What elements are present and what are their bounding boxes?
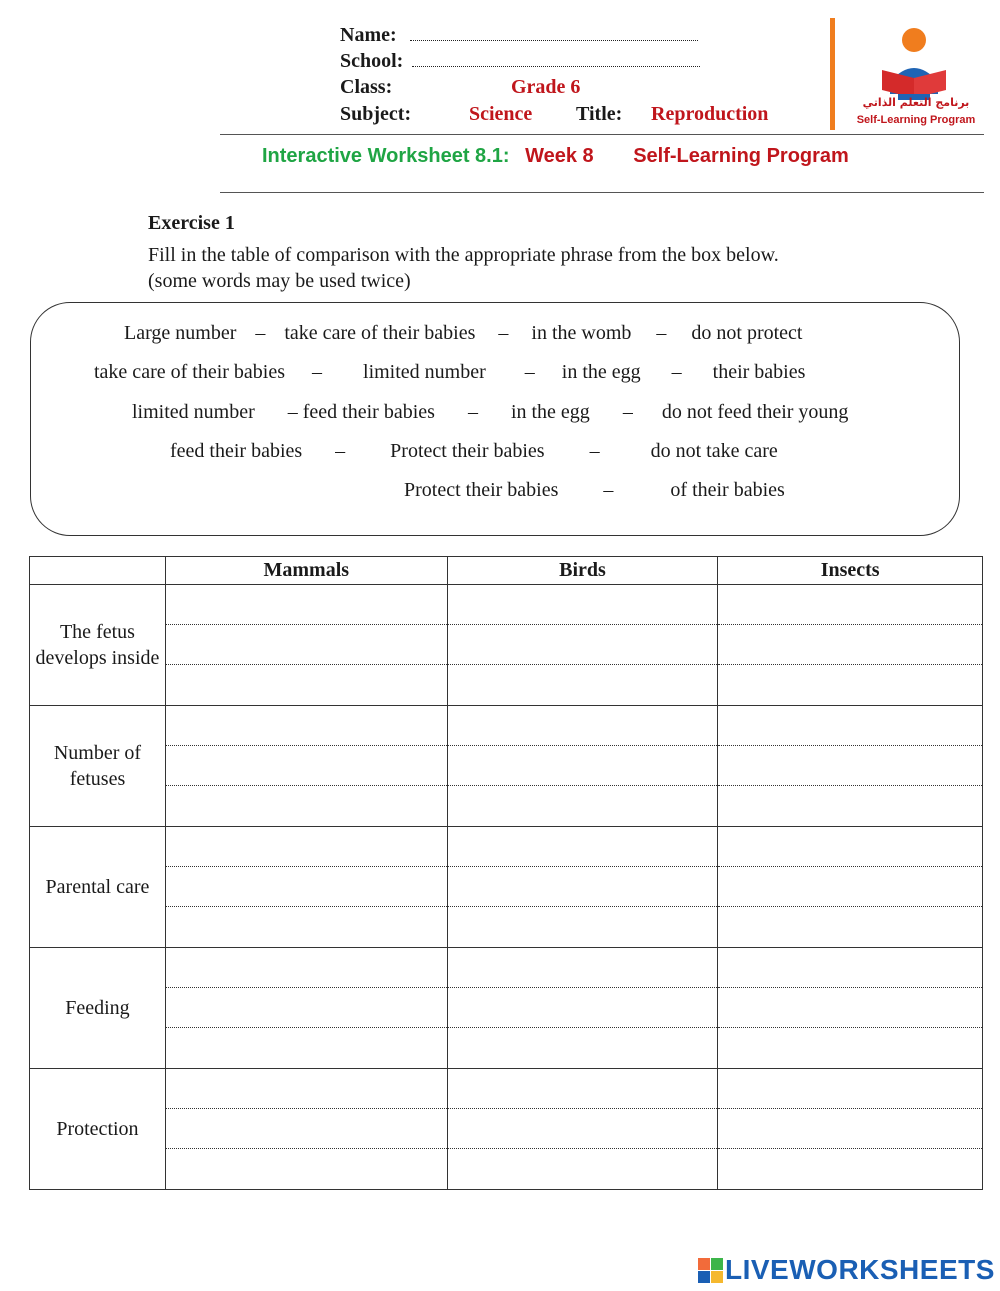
comparison-table [29, 556, 983, 1190]
word-bank-line-5: Protect their babies – of their babies [404, 479, 785, 501]
answer-slot[interactable] [166, 665, 447, 705]
answer-slot[interactable] [448, 706, 718, 746]
title-value: Reproduction [651, 103, 769, 125]
word-chip[interactable]: limited number [363, 361, 486, 383]
answer-slot[interactable] [718, 907, 982, 947]
exercise-instructions: Fill in the table of comparison with the appropriate phrase from the box below. (some words may be used twice) [148, 244, 779, 292]
answer-cell [447, 706, 718, 827]
row-label-parental-care: Parental care [30, 827, 166, 948]
header-divider [830, 18, 835, 130]
worksheet-subtitle [262, 145, 849, 168]
class-label: Class: [340, 76, 393, 98]
word-chip[interactable]: in the egg [510, 401, 590, 423]
week-label: Week 8 [525, 145, 594, 167]
answer-cell [447, 948, 718, 1069]
word-chip[interactable]: Large number [124, 322, 237, 344]
answer-slot[interactable] [448, 948, 718, 988]
answer-cell [718, 948, 983, 1069]
word-chip[interactable]: Protect their babies [404, 479, 559, 501]
answer-slot[interactable] [166, 827, 447, 867]
answer-slot[interactable] [718, 625, 982, 665]
table-row [30, 706, 983, 827]
answer-slot[interactable] [718, 706, 982, 746]
logo-arabic-text: برنامج التعلم الذاتي [862, 96, 970, 109]
answer-cell [718, 827, 983, 948]
liveworksheets-logo-icon [698, 1258, 722, 1282]
answer-slot[interactable] [166, 1028, 447, 1068]
answer-slot[interactable] [718, 827, 982, 867]
answer-slot[interactable] [166, 1109, 447, 1149]
answer-slot[interactable] [448, 585, 718, 625]
word-bank-line-4: feed their babies – Protect their babies – do not take care [170, 440, 778, 462]
answer-slot[interactable] [448, 988, 718, 1028]
word-chip[interactable]: do not feed their young [661, 401, 849, 423]
answer-slot[interactable] [718, 1028, 982, 1068]
answer-slot[interactable] [718, 988, 982, 1028]
bottom-rule [220, 192, 984, 193]
answer-cell [165, 1069, 447, 1190]
subject-value: Science [469, 103, 533, 125]
word-chip[interactable]: Protect their babies [390, 440, 545, 462]
table-row [30, 1069, 983, 1190]
column-header-birds: Birds [447, 557, 718, 585]
answer-slot[interactable] [718, 1109, 982, 1149]
school-field[interactable] [412, 53, 700, 67]
answer-slot[interactable] [448, 1028, 718, 1068]
answer-slot[interactable] [166, 988, 447, 1028]
answer-slot[interactable] [448, 746, 718, 786]
logo-square [698, 1258, 710, 1270]
answer-slot[interactable] [166, 1069, 447, 1109]
row-label-number-of-fetuses: Number of fetuses [30, 706, 166, 827]
word-chip[interactable]: limited number [132, 401, 255, 423]
answer-slot[interactable] [718, 867, 982, 907]
worksheet-number: Interactive Worksheet 8.1: [262, 145, 510, 167]
row-label-protection: Protection [30, 1069, 166, 1190]
answer-slot[interactable] [718, 786, 982, 826]
class-value: Grade 6 [511, 76, 581, 98]
liveworksheets-brand[interactable] [698, 1256, 995, 1284]
word-bank-line-3: limited number – feed their babies – in the egg – do not feed their young [132, 401, 849, 423]
answer-slot[interactable] [448, 625, 718, 665]
subject-label: Subject: [340, 103, 412, 125]
answer-cell [165, 827, 447, 948]
exercise-title: Exercise 1 [148, 212, 235, 234]
answer-cell [165, 706, 447, 827]
answer-slot[interactable] [448, 1069, 718, 1109]
answer-slot[interactable] [718, 948, 982, 988]
school-row [340, 48, 700, 74]
name-label: Name: [340, 24, 397, 46]
row-label-feeding: Feeding [30, 948, 166, 1069]
logo-english-text: Self-Learning Program [856, 114, 976, 126]
logo-square [711, 1271, 723, 1283]
answer-cell [165, 948, 447, 1069]
column-header-mammals: Mammals [165, 557, 447, 585]
answer-cell [447, 1069, 718, 1190]
word-chip[interactable]: their babies [712, 361, 806, 383]
answer-slot[interactable] [166, 1149, 447, 1189]
school-label: School: [340, 50, 404, 72]
word-chip[interactable]: of their babies [670, 479, 785, 501]
word-chip[interactable]: do not take care [650, 440, 778, 462]
answer-slot[interactable] [166, 907, 447, 947]
name-row [340, 22, 698, 48]
answer-slot[interactable] [718, 585, 982, 625]
answer-cell [718, 585, 983, 706]
word-bank-line-1: Large number – take care of their babies – in the womb – do not protect [124, 322, 803, 344]
word-chip[interactable]: take care of their babies [94, 361, 286, 383]
table-row [30, 948, 983, 1069]
answer-cell [718, 706, 983, 827]
top-rule [220, 134, 984, 135]
word-chip[interactable]: feed their babies [170, 440, 303, 462]
answer-slot[interactable] [166, 867, 447, 907]
answer-slot[interactable] [718, 1149, 982, 1189]
logo-square [711, 1258, 723, 1270]
answer-slot[interactable] [448, 867, 718, 907]
answer-cell [447, 585, 718, 706]
answer-slot[interactable] [448, 786, 718, 826]
answer-slot[interactable] [718, 1069, 982, 1109]
title-label: Title: [576, 103, 623, 125]
table-row [30, 585, 983, 706]
answer-slot[interactable] [166, 585, 447, 625]
answer-slot[interactable] [448, 1109, 718, 1149]
word-chip[interactable]: in the womb [531, 322, 632, 344]
answer-slot[interactable] [166, 786, 447, 826]
row-label-fetus-develops: The fetus develops inside [30, 585, 166, 706]
column-header-insects: Insects [718, 557, 983, 585]
word-chip[interactable]: – feed their babies [287, 401, 435, 423]
table-header-row [30, 557, 983, 585]
program-label: Self-Learning Program [633, 145, 849, 167]
name-field[interactable] [410, 27, 698, 41]
class-row [340, 74, 580, 100]
word-chip[interactable]: do not protect [691, 322, 803, 344]
answer-slot[interactable] [448, 1149, 718, 1189]
subject-row [340, 101, 768, 127]
answer-cell [447, 827, 718, 948]
logo-square [698, 1271, 710, 1283]
column-header [30, 557, 166, 585]
answer-slot[interactable] [166, 746, 447, 786]
answer-cell [718, 1069, 983, 1190]
answer-cell [165, 585, 447, 706]
table-row [30, 827, 983, 948]
answer-slot[interactable] [166, 948, 447, 988]
answer-slot[interactable] [718, 746, 982, 786]
answer-slot[interactable] [448, 907, 718, 947]
answer-slot[interactable] [166, 706, 447, 746]
word-chip[interactable]: take care of their babies [284, 322, 476, 344]
liveworksheets-wordmark: LIVEWORKSHEETS [725, 1254, 995, 1285]
answer-slot[interactable] [718, 665, 982, 705]
answer-slot[interactable] [448, 665, 718, 705]
word-chip[interactable]: in the egg [561, 361, 641, 383]
answer-slot[interactable] [166, 625, 447, 665]
word-bank-line-2: take care of their babies – limited number – in the egg – their babies [94, 361, 806, 383]
answer-slot[interactable] [448, 827, 718, 867]
